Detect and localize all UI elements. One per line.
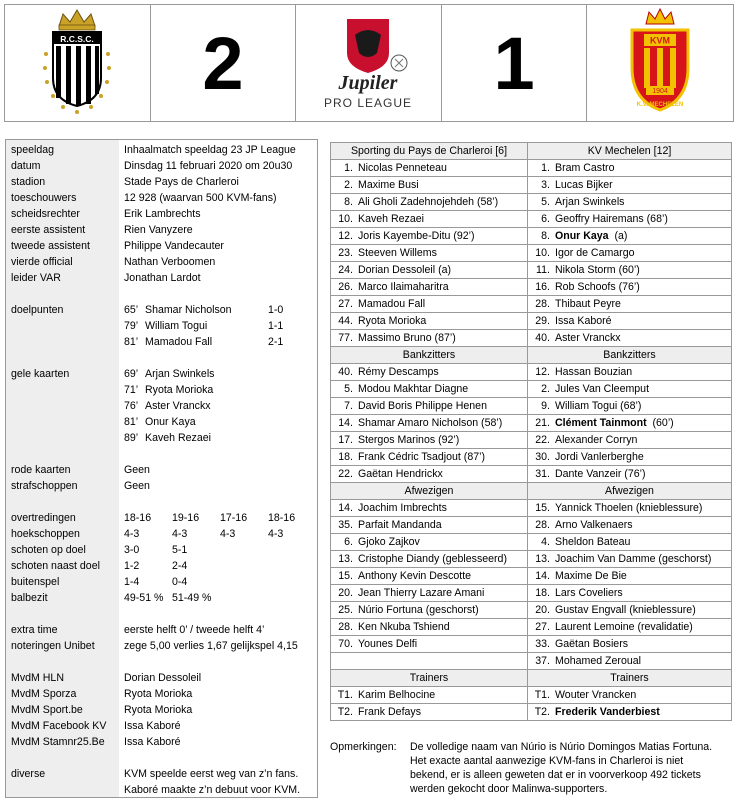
player-name: Ken Nkuba Tshiend: [358, 621, 450, 633]
lineup-row: [331, 160, 732, 177]
lineup-row: [331, 296, 732, 313]
player-name: Frank Defays: [358, 706, 421, 718]
lineup-row: [331, 228, 732, 245]
shirt-number: 31.: [535, 468, 550, 480]
lineup-row: [331, 432, 732, 449]
player-name: Steeven Willems: [358, 247, 437, 259]
player-name: David Boris Philippe Henen: [358, 400, 487, 412]
lineup-row: [331, 602, 732, 619]
shirt-number: T1.: [337, 689, 353, 701]
player-name: Sheldon Bateau: [555, 536, 631, 548]
player-name: Parfait Mandanda: [358, 519, 442, 531]
lineup-row: [331, 330, 732, 347]
kv-mechelen-crest-icon: [620, 8, 700, 118]
shirt-number: T2.: [534, 706, 550, 718]
player-name: Nicolas Penneteau: [358, 162, 447, 174]
shirt-number: 21.: [535, 417, 550, 429]
match-info-panel: speeldag Inhaalmatch speeldag 23 JP League datum Dinsdag 11 februari 2020 om 20u30 stadion Stade Pays de Charleroi toeschouwers 12 928 (waarvan 500 KVM-fans) scheidsrechter Erik Lambrechts eerste assistent Rien Vanyzere tweede assistent Philippe Vandecauter vierde official Nathan Verboomen leider VAR Jonathan Lardot doelpunten 65’ Shamar Nicholson 1-0 79’ William Togui 1-1 81’ Mamadou Fall 2-1 gele kaarten 69’ Arjan Swinkels 71’ Ryota Morioka 76’ Aster Vranckx 81’ Onur Kaya 89’ Kaveh Rezaei rode kaarten Geen strafschoppen Geen overtredingen 18-16 19-16 17-16 18-16 hoekschoppen 4-3 4-3 4-3 4-3 schoten op doel 3-0 5-1 schoten naast doel 1-2 2-4 buitenspel 1-4 0-4 balbezit 49-51 % 51-49 % extra time eerste helft 0’ / tweede helft 4’ noteringen Unibet zege 5,00 verlies 1,67 gelijkspel 4,15 MvdM HLN Dorian Dessoleil MvdM Sporza Ryota Morioka MvdM Sport.be Ryota Morioka MvdM Facebook KV Issa Kaboré MvdM Stamnr25.Be Issa Kaboré diverse KVM speelde eerst weg van z’n fans. Kaboré maakte z’n debuut voor KVM.: [5, 139, 318, 798]
player-name: Issa Kaboré: [555, 315, 612, 327]
player-name: Arjan Swinkels: [555, 196, 625, 208]
player-cell: [331, 500, 528, 517]
player-cell: [528, 194, 732, 211]
lineup-row: [331, 279, 732, 296]
shirt-number: 22.: [338, 468, 353, 480]
shirt-number: 13.: [338, 553, 353, 565]
shirt-number: 44.: [338, 315, 353, 327]
home-score: 2: [202, 21, 244, 105]
player-cell: [331, 517, 528, 534]
player-note: (a): [608, 230, 628, 242]
shirt-number: 7.: [344, 400, 353, 412]
player-name: Bram Castro: [555, 162, 615, 174]
shirt-number: 27.: [535, 621, 550, 633]
shirt-number: 2.: [541, 383, 550, 395]
player-cell: [331, 687, 528, 704]
player-cell: [528, 262, 732, 279]
lineup-row: [331, 653, 732, 670]
shirt-number: 5.: [344, 383, 353, 395]
player-name: Gustav Engvall (knieblessure): [555, 604, 696, 616]
player-cell: [528, 517, 732, 534]
player-cell: [331, 296, 528, 313]
shirt-number: 77.: [338, 332, 353, 344]
player-cell: [528, 432, 732, 449]
player-name: Cristophe Diandy (geblesseerd): [358, 553, 507, 565]
lineups-table: [330, 142, 732, 721]
shirt-number: 17.: [338, 434, 353, 446]
shirt-number: 14.: [338, 417, 353, 429]
player-cell: [331, 245, 528, 262]
player-name: Jean Thierry Lazare Amani: [358, 587, 485, 599]
shirt-number: 3.: [541, 179, 550, 191]
player-name: Rémy Descamps: [358, 366, 439, 378]
player-cell: [331, 262, 528, 279]
shirt-number: 33.: [535, 638, 550, 650]
shirt-number: 24.: [338, 264, 353, 276]
away-trainers-title: Trainers: [528, 670, 732, 687]
away-score-cell: [442, 5, 588, 121]
lineup-row: [331, 619, 732, 636]
player-name: Mohamed Zeroual: [555, 655, 641, 667]
player-cell: [331, 415, 528, 432]
player-name: Thibaut Peyre: [555, 298, 621, 310]
player-name: Núrio Fortuna (geschorst): [358, 604, 479, 616]
remarks-line: De volledige naam van Núrio is Núrio Domingos Matias Fortuna.: [410, 741, 713, 753]
shirt-number: 12.: [338, 230, 353, 242]
player-cell: [528, 160, 732, 177]
player-cell: [528, 500, 732, 517]
player-name: Stergos Marinos (92’): [358, 434, 460, 446]
remarks-label: Opmerkingen:: [330, 741, 397, 753]
shirt-number: T2.: [337, 706, 353, 718]
shirt-number: 70.: [338, 638, 353, 650]
home-trainers-title: Trainers: [331, 670, 528, 687]
player-cell: [528, 602, 732, 619]
match-header: [4, 4, 734, 122]
shirt-number: 1.: [541, 162, 550, 174]
player-cell: [528, 296, 732, 313]
player-cell: [331, 653, 528, 670]
player-cell: [528, 466, 732, 483]
shirt-number: 11.: [536, 264, 550, 276]
lineup-row: [331, 211, 732, 228]
lineup-row: [331, 262, 732, 279]
player-cell: [528, 211, 732, 228]
player-cell: [528, 177, 732, 194]
player-cell: [331, 704, 528, 721]
away-logo: [587, 5, 733, 121]
player-name: Frederik Vanderbiest: [555, 706, 660, 718]
player-cell: [528, 279, 732, 296]
player-name: Rob Schoofs (76’): [555, 281, 640, 293]
lineup-row: [331, 517, 732, 534]
shirt-number: 18.: [535, 587, 550, 599]
player-cell: [331, 313, 528, 330]
remarks-line: werden gekocht door Malinwa-supporters.: [410, 783, 608, 795]
shirt-number: 14.: [535, 570, 550, 582]
player-name: Joachim Van Damme (geschorst): [555, 553, 712, 565]
player-cell: [528, 228, 732, 245]
player-name: Shamar Amaro Nicholson (58’): [358, 417, 503, 429]
shirt-number: 26.: [338, 281, 353, 293]
player-name: Laurent Lemoine (revalidatie): [555, 621, 693, 633]
shirt-number: 40.: [535, 332, 550, 344]
player-cell: [331, 585, 528, 602]
player-cell: [331, 398, 528, 415]
player-cell: [528, 364, 732, 381]
player-name: Kaveh Rezaei: [358, 213, 424, 225]
player-name: Younes Delfi: [358, 638, 418, 650]
player-cell: [528, 245, 732, 262]
player-cell: [528, 619, 732, 636]
player-cell: [528, 704, 732, 721]
shirt-number: 28.: [338, 621, 353, 633]
player-cell: [331, 466, 528, 483]
player-name: Karim Belhocine: [358, 689, 436, 701]
player-cell: [528, 653, 732, 670]
shirt-number: 16.: [535, 281, 550, 293]
home-absent-title: Afwezigen: [331, 483, 528, 500]
remarks-line: Het exacte aantal aanwezige KVM-fans in Charleroi is niet: [410, 755, 684, 767]
shirt-number: 22.: [535, 434, 550, 446]
player-name: Modou Makhtar Diagne: [358, 383, 469, 395]
shirt-number: 2.: [344, 179, 353, 191]
player-cell: [331, 636, 528, 653]
player-name: Maxime De Bie: [555, 570, 627, 582]
shirt-number: 15.: [338, 570, 353, 582]
player-name: Gaëtan Bosiers: [555, 638, 629, 650]
lineup-row: [331, 194, 732, 211]
player-name: Wouter Vrancken: [555, 689, 637, 701]
lineups-panel: [330, 142, 730, 721]
shirt-number: 28.: [535, 298, 550, 310]
player-name: Frank Cédric Tsadjout (87’): [358, 451, 485, 463]
shirt-number: 15.: [535, 502, 550, 514]
player-name: Massimo Bruno (87’): [358, 332, 456, 344]
player-cell: [331, 551, 528, 568]
player-cell: [528, 636, 732, 653]
shirt-number: 29.: [535, 315, 550, 327]
player-cell: [331, 534, 528, 551]
player-name: Onur Kaya: [555, 230, 609, 242]
player-name: Jordi Vanlerberghe: [555, 451, 644, 463]
home-bench-title: Bankzitters: [331, 347, 528, 364]
player-name: Mamadou Fall: [358, 298, 426, 310]
shirt-number: 18.: [338, 451, 353, 463]
player-cell: [528, 381, 732, 398]
lineup-row: [331, 398, 732, 415]
shirt-number: 5.: [541, 196, 550, 208]
player-cell: [528, 568, 732, 585]
player-name: Joris Kayembe-Ditu (92’): [358, 230, 475, 242]
shirt-number: 23.: [338, 247, 353, 259]
shirt-number: 13.: [535, 553, 550, 565]
shirt-number: 10.: [535, 247, 550, 259]
player-name: Igor de Camargo: [555, 247, 635, 259]
player-cell: [528, 687, 732, 704]
home-team-title: Sporting du Pays de Charleroi [6]: [331, 143, 528, 160]
shirt-number: 20.: [535, 604, 550, 616]
home-logo: [5, 5, 151, 121]
player-cell: [528, 330, 732, 347]
svg-text:R.C.S.C.: R.C.S.C.: [60, 34, 95, 44]
player-cell: [528, 398, 732, 415]
player-name: Lars Coveliers: [555, 587, 623, 599]
shirt-number: 10.: [338, 213, 353, 225]
shirt-number: 6.: [344, 536, 353, 548]
player-name: Gjoko Zajkov: [358, 536, 420, 548]
lineup-row: [331, 177, 732, 194]
player-cell: [528, 551, 732, 568]
player-name: Geoffry Hairemans (68’): [555, 213, 668, 225]
rcsc-crest-icon: [37, 8, 117, 118]
lineup-row: [331, 636, 732, 653]
shirt-number: 30.: [535, 451, 550, 463]
player-cell: [331, 228, 528, 245]
player-name: Lucas Bijker: [555, 179, 613, 191]
away-score: 1: [493, 21, 535, 105]
lineup-row: [331, 687, 732, 704]
player-name: Maxime Busi: [358, 179, 419, 191]
player-note: (60’): [646, 417, 674, 429]
player-name: Joachim Imbrechts: [358, 502, 447, 514]
player-name: William Togui (68’): [555, 400, 642, 412]
player-cell: [528, 415, 732, 432]
lineup-row: [331, 449, 732, 466]
svg-text:PRO LEAGUE: PRO LEAGUE: [324, 96, 413, 110]
svg-text:1904: 1904: [652, 88, 668, 95]
player-name: Clément Tainmont: [555, 417, 647, 429]
player-cell: [331, 568, 528, 585]
shirt-number: 9.: [541, 400, 550, 412]
player-cell: [331, 432, 528, 449]
player-name: Gaëtan Hendrickx: [358, 468, 443, 480]
player-name: Nikola Storm (60’): [555, 264, 640, 276]
shirt-number: 6.: [541, 213, 550, 225]
player-name: Ryota Morioka: [358, 315, 427, 327]
player-cell: [528, 585, 732, 602]
player-name: Aster Vranckx: [555, 332, 621, 344]
lineup-row: [331, 364, 732, 381]
lineup-row: [331, 704, 732, 721]
lineup-row: [331, 551, 732, 568]
lineup-row: [331, 245, 732, 262]
league-logo: [296, 5, 442, 121]
shirt-number: 14.: [338, 502, 353, 514]
lineup-row: [331, 381, 732, 398]
shirt-number: 25.: [338, 604, 353, 616]
player-name: Jules Van Cleemput: [555, 383, 650, 395]
player-cell: [331, 211, 528, 228]
player-cell: [528, 313, 732, 330]
shirt-number: 4.: [541, 536, 550, 548]
lineup-row: [331, 415, 732, 432]
shirt-number: 12.: [535, 366, 550, 378]
player-name: Dante Vanzeir (76’): [555, 468, 646, 480]
player-cell: [528, 534, 732, 551]
player-cell: [331, 602, 528, 619]
svg-text:Jupiler: Jupiler: [339, 72, 398, 94]
player-name: Yannick Thoelen (knieblessure): [555, 502, 703, 514]
shirt-number: 40.: [338, 366, 353, 378]
player-cell: [331, 160, 528, 177]
home-score-cell: [151, 5, 297, 121]
player-cell: [331, 364, 528, 381]
player-cell: [331, 619, 528, 636]
player-name: Arno Valkenaers: [555, 519, 633, 531]
shirt-number: 35.: [338, 519, 353, 531]
away-absent-title: Afwezigen: [528, 483, 732, 500]
player-cell: [331, 194, 528, 211]
shirt-number: 8.: [344, 196, 353, 208]
shirt-number: 1.: [344, 162, 353, 174]
player-cell: [331, 279, 528, 296]
lineup-row: [331, 585, 732, 602]
shirt-number: T1.: [534, 689, 550, 701]
player-cell: [331, 381, 528, 398]
lineup-row: [331, 534, 732, 551]
away-team-title: KV Mechelen [12]: [528, 143, 732, 160]
shirt-number: 37.: [535, 655, 550, 667]
player-name: Marco Ilaimaharitra: [358, 281, 449, 293]
lineup-row: [331, 568, 732, 585]
player-name: Dorian Dessoleil (a): [358, 264, 452, 276]
shirt-number: 27.: [338, 298, 353, 310]
player-name: Ali Gholi Zadehnojehdeh (58’): [358, 196, 499, 208]
player-name: Alexander Corryn: [555, 434, 638, 446]
svg-text:K.V. MECHELEN: K.V. MECHELEN: [636, 102, 684, 108]
player-cell: [331, 177, 528, 194]
lineup-row: [331, 466, 732, 483]
jupiler-pro-league-icon: [313, 13, 423, 113]
shirt-number: 20.: [338, 587, 353, 599]
lineup-row: [331, 500, 732, 517]
shirt-number: 28.: [535, 519, 550, 531]
shirt-number: 8.: [541, 230, 550, 242]
remarks-line: bekend, er is alleen geweten dat er in voorverkoop 492 tickets: [410, 769, 701, 781]
player-name: Anthony Kevin Descotte: [358, 570, 472, 582]
away-bench-title: Bankzitters: [528, 347, 732, 364]
lineup-row: [331, 313, 732, 330]
player-name: Hassan Bouzian: [555, 366, 633, 378]
svg-text:KVM: KVM: [650, 35, 671, 46]
player-cell: [331, 449, 528, 466]
player-cell: [331, 330, 528, 347]
player-cell: [528, 449, 732, 466]
